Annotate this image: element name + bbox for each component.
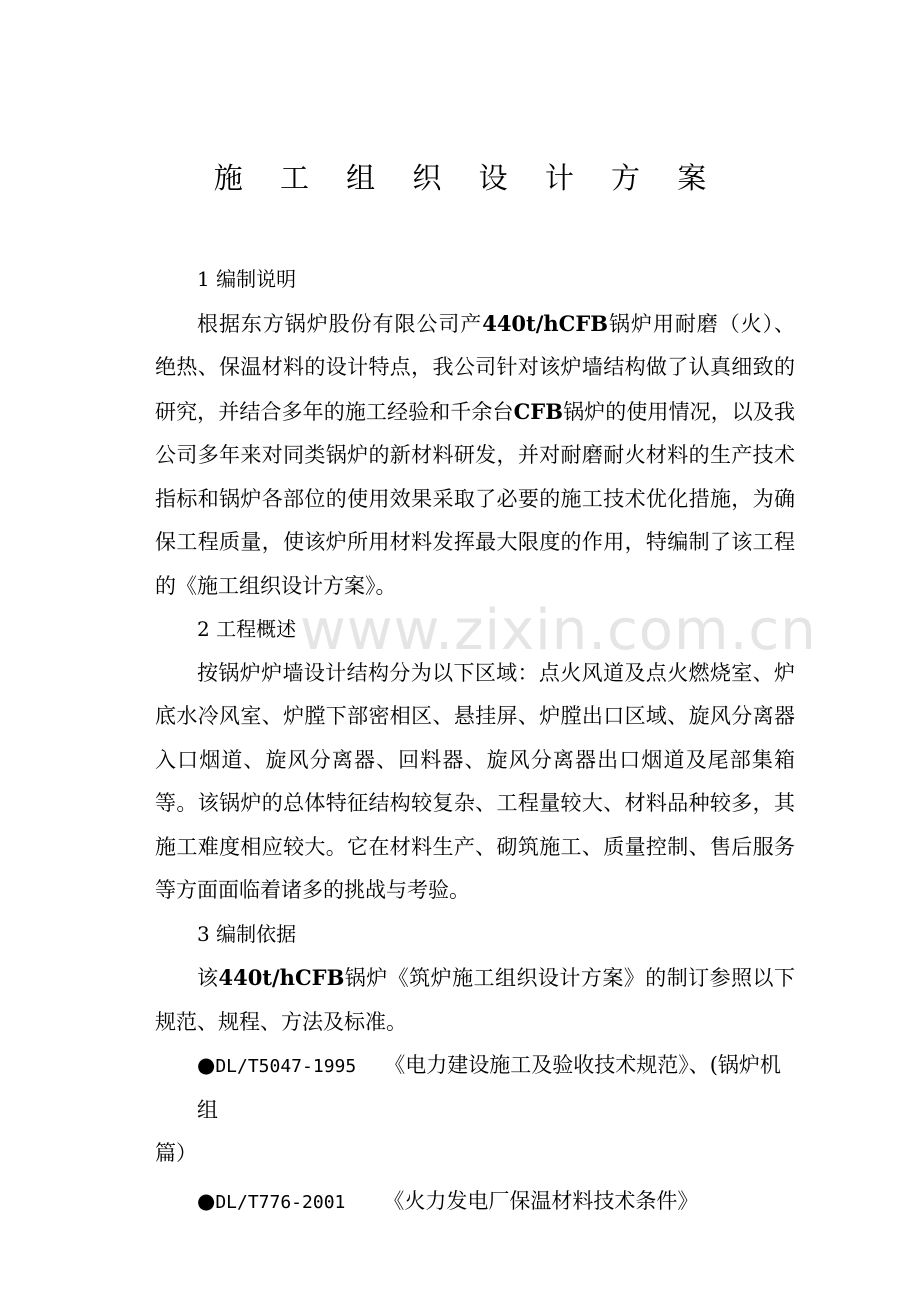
text-run-bold: 440t/hCFB: [218, 965, 345, 990]
standard-title: 《火力发电厂保温材料技术条件》: [383, 1188, 699, 1213]
standard-title: 《电力建设施工及验收技术规范》、(锅炉机组: [197, 1053, 781, 1122]
section-heading-2: 2 工程概述: [197, 617, 297, 641]
text-run: 该: [197, 966, 219, 990]
document-title: 施 工 组 织 设 计 方 案: [213, 161, 721, 195]
text-run: 锅炉《筑炉施工组织设计方案》的制订参照以下规范、规程、方法及标准。: [155, 966, 796, 1034]
section-paragraph-3: [155, 956, 795, 1044]
section-paragraph-1: [155, 302, 795, 609]
bullet-icon: ●: [197, 1053, 216, 1077]
bullet-icon: ●: [197, 1188, 216, 1213]
text-run-bold: CFB: [513, 398, 563, 424]
document-body: [155, 258, 795, 1224]
standard-code: DL/T5047-1995: [215, 1056, 357, 1077]
text-run: 根据东方锅炉股份有限公司产: [197, 311, 483, 336]
section-heading-1: 1 编制说明: [197, 267, 297, 291]
reference-item-2: [155, 1180, 795, 1225]
section-paragraph-2: 按锅炉炉墙设计结构分为以下区域：点火风道及点火燃烧室、炉底水冷风室、炉膛下部密相区、悬挂屏、炉膛出口区域、旋风分离器入口烟道、旋风分离器、回料器、旋风分离器出口烟道及尾部集箱等。该锅炉的总体特征结构较复杂、工程量较大、材料品种较多，其施工难度相应较大。它在材料生产、砌筑施工、质量控制、售后服务等方面面临着诸多的挑战与考验。: [155, 660, 795, 902]
reference-item-1-continued: 篇）: [155, 1141, 197, 1165]
text-run: 锅炉用耐磨（火）、绝热、保温材料的设计特点，我公司针对该炉墙结构做了认真细致的研究，并结合多年的施工经验和千余台: [155, 311, 796, 424]
text-run: 锅炉的使用情况，以及我公司多年来对同类锅炉的新材料研发，并对耐磨耐火材料的生产技术指标和锅炉各部位的使用效果采取了必要的施工技术优化措施，为确保工程质量，使该炉所用材料发挥最大限度的作用，特编制了该工程的《施工组织设计方案》。: [155, 399, 795, 598]
text-run-bold: 440t/hCFB: [482, 310, 609, 336]
reference-item-1: [155, 1044, 795, 1132]
standard-code: DL/T776-2001: [215, 1191, 346, 1213]
watermark: www.zixin.com.cn: [300, 598, 817, 663]
section-heading-3: 3 编制依据: [197, 921, 297, 946]
